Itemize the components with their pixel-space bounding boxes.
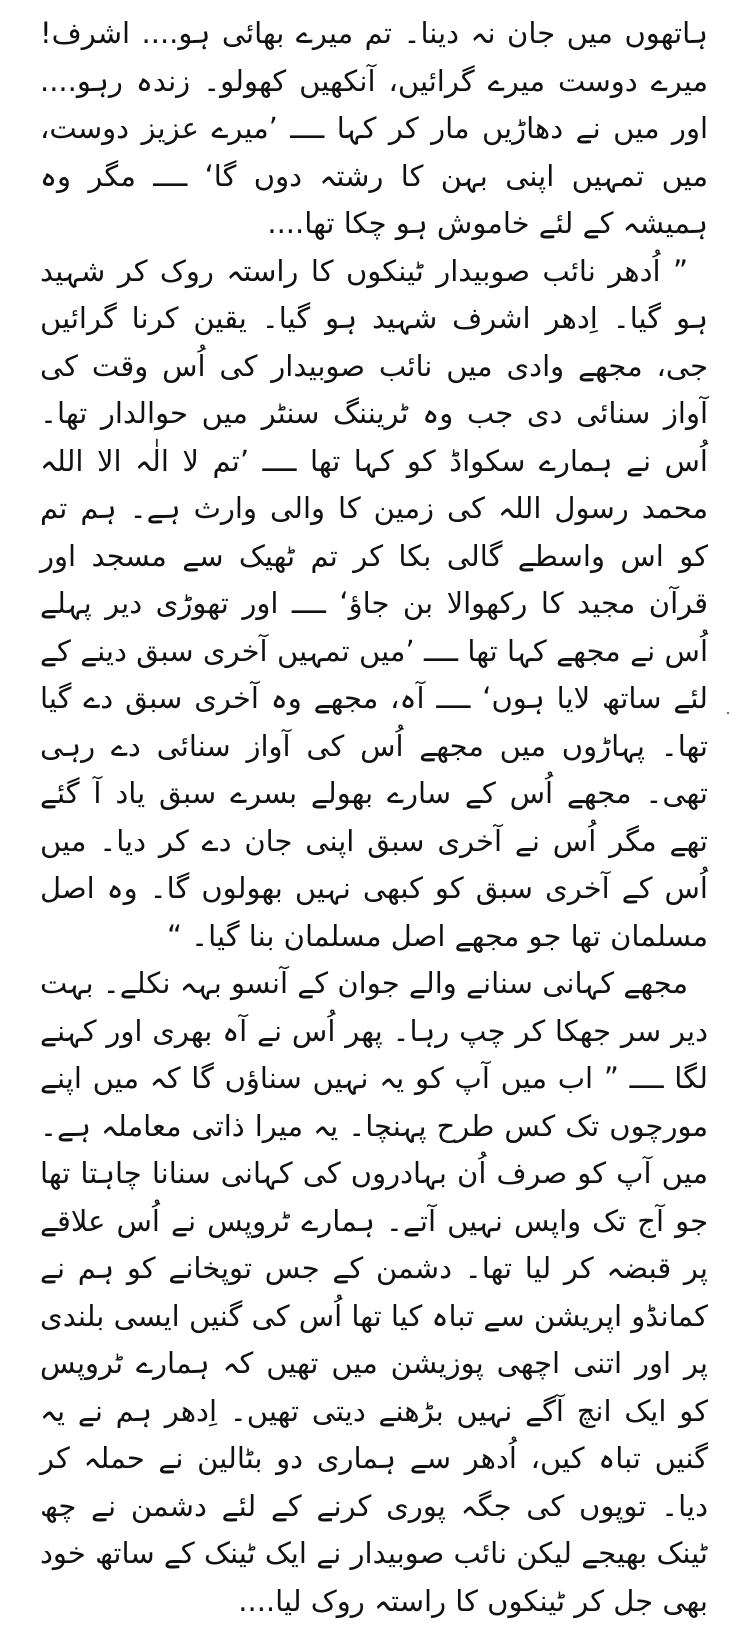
scan-speck [727,712,729,714]
urdu-text-body [40,10,708,1625]
paragraph-1: ہاتھوں میں جان نہ دینا۔ تم میرے بھائی ہو.... اشرف! میرے دوست میرے گرائیں، آنکھیں کھولو۔ زندہ رہو.... اور میں نے دھاڑیں مار کر کہا ــــ ’میرے عزیز دوست، میں تمہیں اپنی بہن کا رشتہ دوں گا‘ ــــ مگر وہ ہمیشہ کے لئے خاموش ہو چکا تھا.... [40,16,708,240]
paragraph-2: ” اُدھر نائب صوبیدار ٹینکوں کا راستہ روک کر شہید ہو گیا۔ اِدھر اشرف شہید ہو گیا۔ یقین کرنا گرائیں جی، مجھے وادی میں نائب صوبیدار کی اُس وقت کی آواز سنائی دی جب وہ ٹریننگ سنٹر میں حوالدار تھا۔ اُس نے ہمارے سکواڈ کو کہا تھا ــــ ’تم لا الٰہ الا اللہ محمد رسول اللہ کی زمین کا والی وارث ہے۔ ہم تم کو اس واسطے گالی بکا کر تم ٹھیک سے مسجد اور قرآن مجید کا رکھوالا بن جاؤ‘ ــــ اور تھوڑی دیر پہلے اُس نے مجھے کہا تھا ــــ ’میں تمہیں آخری سبق دینے کے لئے ساتھ لایا ہوں‘ ــــ آہ، مجھے وہ آخری سبق دے گیا تھا۔ پہاڑوں میں مجھے اُس کی آواز سنائی دے رہی تھی۔ مجھے اُس کے سارے بھولے بسرے سبق یاد آ گئے تھے مگر اُس نے آخری سبق اپنی جان دے کر دیا۔ میں اُس کے آخری سبق کو کبھی نہیں بھولوں گا۔ وہ اصل مسلمان تھا جو مجھے اصل مسلمان بنا گیا۔ “ [40,253,708,953]
paragraph-3: مجھے کہانی سنانے والے جوان کے آنسو بہہ نکلے۔ بہت دیر سر جھکا کر چپ رہا۔ پھر اُس نے آہ بھری اور کہنے لگا ــــ ” اب میں آپ کو یہ نہیں سناؤں گا کہ میں اپنے مورچوں تک کس طرح پہنچا۔ یہ میرا ذاتی معاملہ ہے۔ میں آپ کو صرف اُن بہادروں کی کہانی سنانا چاہتا تھا جو آج تک واپس نہیں آتے۔ ہمارے ٹروپس نے اُس علاقے پر قبضہ کر لیا تھا۔ دشمن کے جس توپخانے کو ہم نے کمانڈو اپریشن سے تباہ کیا تھا اُس کی گنیں ایسی بلندی پر اور اتنی اچھی پوزیشن میں تھیں کہ ہمارے ٹروپس کو ایک انچ آگے نہیں بڑھنے دیتی تھیں۔ اِدھر ہم نے یہ گنیں تباہ کیں، اُدھر سے ہماری دو بٹالین نے حملہ کر دیا۔ توپوں کی جگہ پوری کرنے کے لئے دشمن نے چھ ٹینک بھیجے لیکن نائب صوبیدار نے ایک ٹینک کے ساتھ خود بھی جل کر ٹینکوں کا راستہ روک لیا.... [40,966,708,1618]
